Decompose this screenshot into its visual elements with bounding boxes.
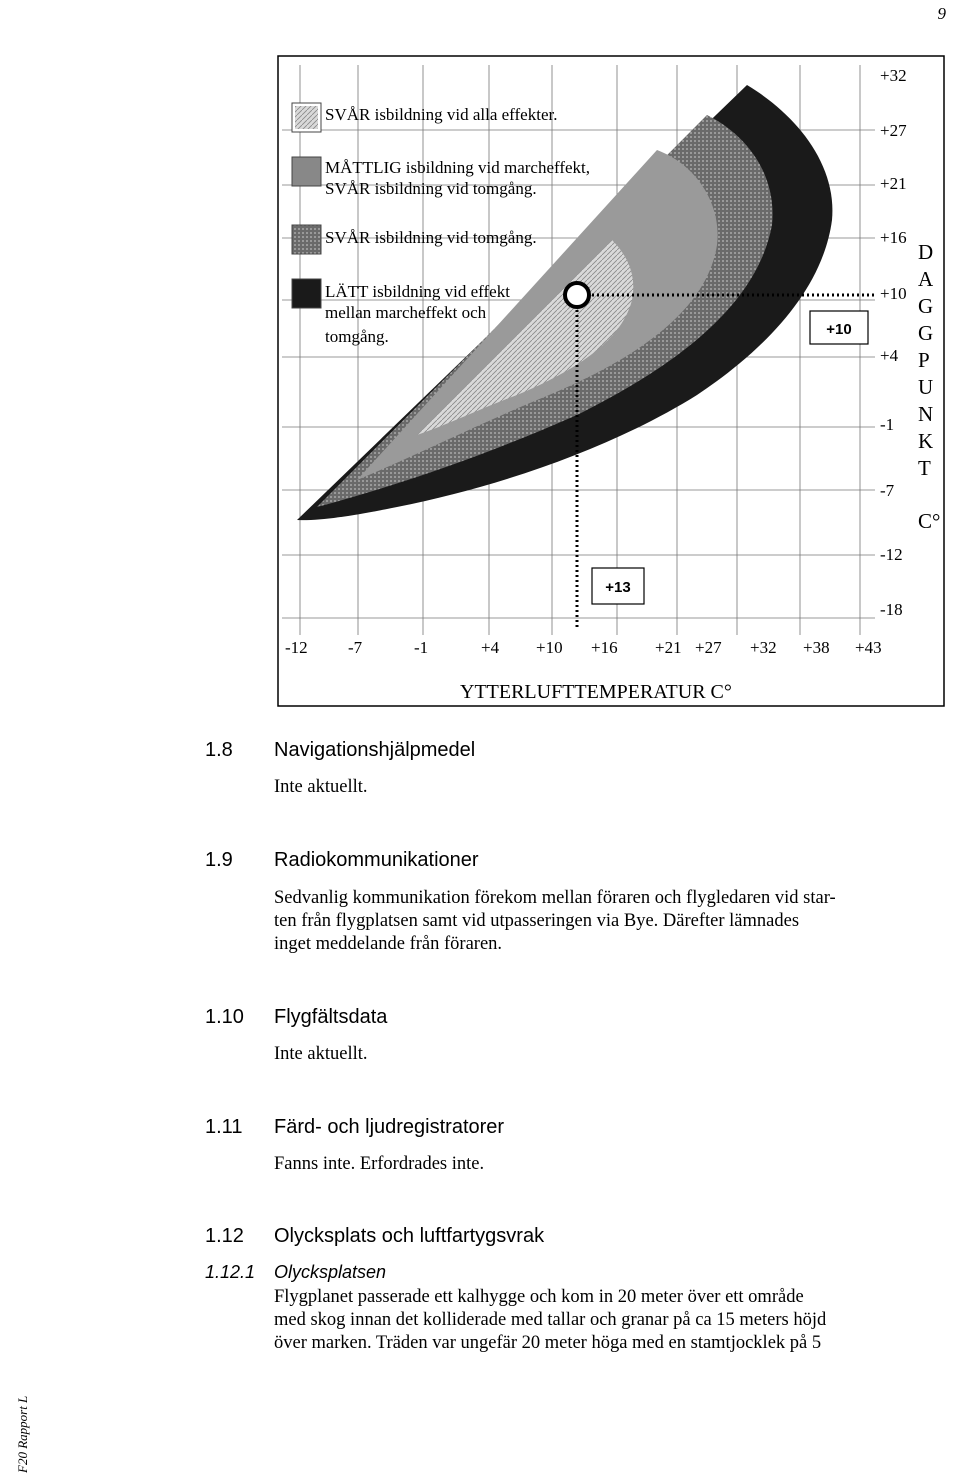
section-title: Radiokommunikationer [274,849,479,871]
x-tick: -7 [348,638,363,657]
legend-swatch-moderate [292,157,321,186]
section-1-11-heading [205,1116,504,1139]
body-line: Flygplanet passerade ett kalhygge och kom in 20 meter över ett område [274,1287,804,1307]
section-number: 1.8 [205,739,233,761]
x-tick: +27 [695,638,722,657]
x-tick: +38 [803,638,830,657]
x-tick: +43 [855,638,882,657]
x-tick: +4 [481,638,500,657]
page-number: 9 [937,4,946,23]
section-1-8-heading [205,739,475,762]
section-1-9-body [274,887,954,956]
legend-item3-line1: SVÅR isbildning vid tomgång. [325,228,537,247]
body-line: Fanns inte. Erfordrades inte. [274,1154,485,1174]
body-line: ten från flygplatsen samt vid utpasseringen via Bye. Därefter lämnades [274,911,800,931]
section-1-11-body [274,1153,954,1176]
body-line: med skog innan det kolliderade med tallar och granar på ca 15 meters höjd [274,1310,827,1330]
y-axis-letter: G [918,321,934,345]
legend-item2-line1: MÅTTLIG isbildning vid marcheffekt, [325,158,591,177]
legend-item4-line2: mellan marcheffekt och [325,303,487,322]
x-axis-label: YTTERLUFTTEMPERATUR C° [460,681,732,703]
section-1-9-heading [205,849,479,872]
section-number: 1.9 [205,849,233,871]
y-axis-letter: G [918,294,934,318]
y-axis-letter: P [918,348,930,372]
section-1-10-heading [205,1006,387,1029]
y-tick: -7 [880,481,895,500]
legend-item4-line3: tomgång. [325,327,389,346]
y-tick: +10 [880,284,907,303]
body-line: Sedvanlig kommunikation förekom mellan föraren och flygledaren vid star- [274,888,836,908]
section-title: Färd- och ljudregistratorer [274,1116,505,1138]
y-tick: -12 [880,545,903,564]
subsection-1-12-1-heading [205,1262,386,1283]
legend-item4-line1: LÄTT isbildning vid effekt [325,282,510,301]
section-title: Flygfältsdata [274,1006,388,1028]
y-axis-letter: D [918,240,934,264]
marker-x-value: +13 [605,579,631,596]
section-number: 1.12 [205,1225,244,1247]
y-tick: +16 [880,228,907,247]
x-tick: +21 [655,638,682,657]
section-1-10-body [274,1043,954,1066]
body-line: Inte aktuellt. [274,777,368,797]
x-tick: -1 [414,638,429,657]
section-1-12-body [274,1286,954,1355]
y-axis-letter: N [918,402,934,426]
section-number: 1.10 [205,1006,244,1028]
y-axis-letter: T [918,456,931,480]
section-1-8-body [274,776,954,799]
body-line: inget meddelande från föraren. [274,934,503,954]
section-number: 1.11 [205,1116,243,1138]
y-tick: +4 [880,346,899,365]
y-tick: -18 [880,600,903,619]
legend-item2-line2: SVÅR isbildning vid tomgång. [325,179,537,198]
legend-swatch-severe-idle [292,225,321,254]
legend-swatch-severe-all [292,279,321,308]
x-tick: -12 [285,638,308,657]
side-label: F20 Rapport L [15,1395,30,1473]
icing-chart [277,55,945,707]
y-axis-letter: K [918,429,934,453]
section-title: Olycksplats och luftfartygsvrak [274,1225,545,1247]
body-line: över marken. Träden var ungefär 20 meter höga med en stamtjocklek på 5 [274,1333,822,1353]
subsection-number: 1.12.1 [205,1262,256,1282]
section-title: Navigationshjälpmedel [274,739,476,761]
subsection-title: Olycksplatsen [274,1262,387,1282]
x-tick: +10 [536,638,563,657]
y-axis-letter: A [918,267,934,291]
operating-point-marker [565,283,589,307]
y-tick: -1 [880,415,895,434]
section-1-12-heading [205,1225,544,1248]
marker-y-value: +10 [826,321,852,338]
x-tick: +16 [591,638,618,657]
y-axis-unit: C° [918,509,941,533]
y-tick: +27 [880,121,907,140]
legend-item1-line1: SVÅR isbildning vid alla effekter. [325,105,558,124]
y-tick: +32 [880,66,907,85]
y-axis-letter: U [918,375,934,399]
body-line: Inte aktuellt. [274,1044,368,1064]
y-tick: +21 [880,174,907,193]
x-tick: +32 [750,638,777,657]
